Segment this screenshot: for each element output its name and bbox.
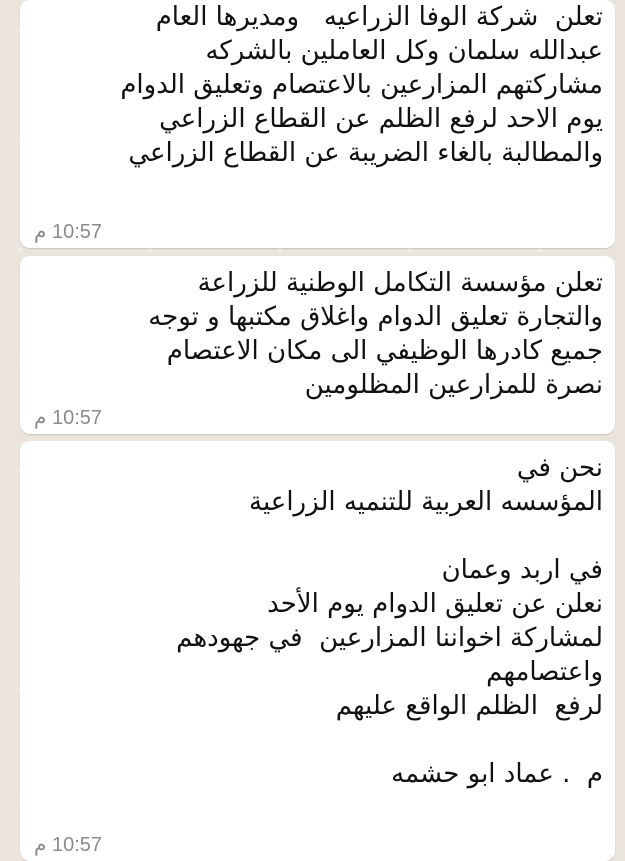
message-line-blank xyxy=(28,723,603,757)
message-signature: م . عماد ابو حشمه xyxy=(391,759,603,789)
message-line: نصرة للمزارعين المظلومين xyxy=(304,370,603,400)
message-line: لرفع الظلم الواقع عليهم xyxy=(335,691,603,721)
message-line-blank xyxy=(28,519,603,553)
message-text xyxy=(20,0,615,170)
message-timestamp: 10:57 م xyxy=(34,834,103,856)
message-line: عبدالله سلمان وكل العاملين بالشركه xyxy=(205,36,603,66)
message-bubble[interactable] xyxy=(20,256,615,434)
message-line: المؤسسه العربية للتنميه الزراعية xyxy=(249,487,603,517)
message-line: لمشاركة اخواننا المزارعين في جهودهم xyxy=(176,623,603,653)
message-line: والتجارة تعليق الدوام واغلاق مكتبها و توجه xyxy=(148,302,603,332)
message-line: نعلن عن تعليق الدوام يوم الأحد xyxy=(267,589,603,619)
message-line: تعلن مؤسسة التكامل الوطنية للزراعة xyxy=(197,268,603,298)
message-line: نحن في xyxy=(516,453,603,483)
message-timestamp: 10:57 م xyxy=(34,407,103,429)
message-line: واعتصامهم xyxy=(486,657,603,687)
message-bubble[interactable] xyxy=(20,0,615,248)
message-line: والمطالبة بالغاء الضريبة عن القطاع الزراعي xyxy=(128,138,603,168)
message-text xyxy=(20,441,615,791)
message-line: تعلن شركة الوفا الزراعيه ومديرها العام xyxy=(155,2,603,32)
message-line: مشاركتهم المزارعين بالاعتصام وتعليق الدوام xyxy=(120,70,603,100)
message-text xyxy=(20,256,615,402)
message-line: جميع كادرها الوظيفي الى مكان الاعتصام xyxy=(166,336,603,366)
message-bubble[interactable] xyxy=(20,441,615,861)
message-timestamp: 10:57 م xyxy=(34,221,103,243)
message-line: يوم الاحد لرفع الظلم عن القطاع الزراعي xyxy=(159,104,603,134)
message-line: في اربد وعمان xyxy=(441,555,603,585)
